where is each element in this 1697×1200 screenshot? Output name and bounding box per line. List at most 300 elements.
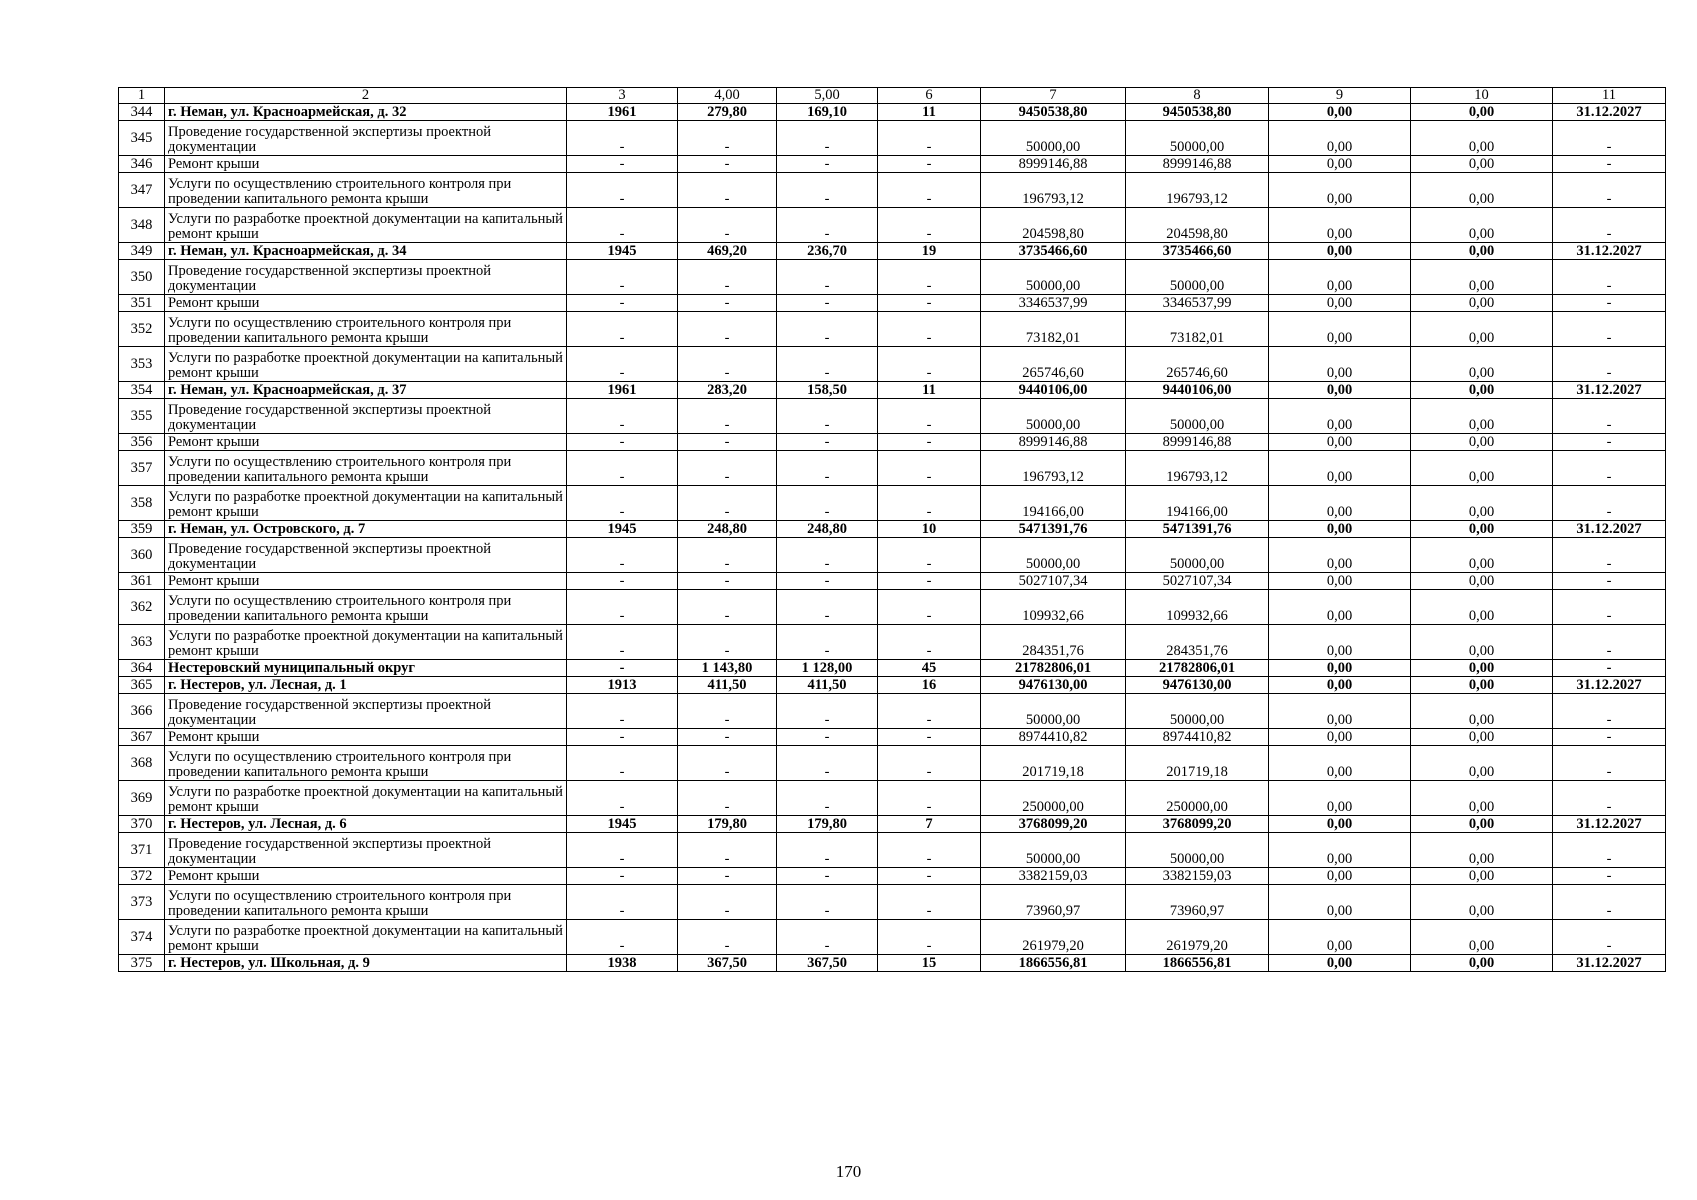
residents-cell: -	[878, 729, 981, 746]
area-living-cell: -	[777, 625, 878, 660]
cost-fund-cell: 50000,00	[1126, 399, 1269, 434]
cost-budget-cell: 0,00	[1269, 694, 1411, 729]
cost-owners-cell: 0,00	[1411, 451, 1553, 486]
cost-total-cell: 9450538,80	[981, 104, 1126, 121]
deadline-cell: -	[1553, 486, 1666, 521]
header-cell: 11	[1553, 88, 1666, 104]
cost-fund-cell: 5471391,76	[1126, 521, 1269, 538]
column-number-row	[119, 88, 1666, 104]
area-total-cell: -	[678, 746, 777, 781]
area-total-cell: 283,20	[678, 382, 777, 399]
area-living-cell: -	[777, 434, 878, 451]
table-row	[119, 243, 1666, 260]
cost-budget-cell: 0,00	[1269, 660, 1411, 677]
cost-total-cell: 3346537,99	[981, 295, 1126, 312]
cost-total-cell: 50000,00	[981, 694, 1126, 729]
area-total-cell: 179,80	[678, 816, 777, 833]
cost-fund-cell: 194166,00	[1126, 486, 1269, 521]
deadline-cell: -	[1553, 173, 1666, 208]
item-name-cell: Проведение государственной экспертизы проектной документации	[165, 121, 567, 156]
cost-fund-cell: 109932,66	[1126, 590, 1269, 625]
cost-fund-cell: 50000,00	[1126, 260, 1269, 295]
deadline-cell: -	[1553, 121, 1666, 156]
area-living-cell: -	[777, 573, 878, 590]
cost-budget-cell: 0,00	[1269, 729, 1411, 746]
cost-total-cell: 194166,00	[981, 486, 1126, 521]
row-number-cell: 365	[119, 677, 165, 694]
cost-owners-cell: 0,00	[1411, 816, 1553, 833]
residents-cell: -	[878, 347, 981, 382]
row-number-cell: 359	[119, 521, 165, 538]
area-total-cell: -	[678, 833, 777, 868]
cost-owners-cell: 0,00	[1411, 486, 1553, 521]
table-row	[119, 521, 1666, 538]
deadline-cell: -	[1553, 312, 1666, 347]
cost-fund-cell: 284351,76	[1126, 625, 1269, 660]
year-cell: -	[567, 295, 678, 312]
residents-cell: -	[878, 694, 981, 729]
area-total-cell: 469,20	[678, 243, 777, 260]
area-total-cell: -	[678, 590, 777, 625]
area-living-cell: -	[777, 312, 878, 347]
table-body	[119, 104, 1666, 972]
item-name-cell: Услуги по разработке проектной документации на капитальный ремонт крыши	[165, 625, 567, 660]
page-number: 170	[835, 1162, 862, 1181]
table-row	[119, 920, 1666, 955]
row-number-cell: 356	[119, 434, 165, 451]
item-name-cell: Услуги по осуществлению строительного контроля при проведении капитального ремонта крыши	[165, 746, 567, 781]
row-number-cell: 374	[119, 920, 165, 955]
cost-total-cell: 196793,12	[981, 451, 1126, 486]
table-row	[119, 590, 1666, 625]
deadline-cell: -	[1553, 660, 1666, 677]
year-cell: -	[567, 486, 678, 521]
area-total-cell: -	[678, 295, 777, 312]
cost-owners-cell: 0,00	[1411, 868, 1553, 885]
cost-budget-cell: 0,00	[1269, 434, 1411, 451]
table-row	[119, 208, 1666, 243]
cost-budget-cell: 0,00	[1269, 746, 1411, 781]
cost-total-cell: 261979,20	[981, 920, 1126, 955]
row-number-cell: 354	[119, 382, 165, 399]
residents-cell: -	[878, 833, 981, 868]
cost-total-cell: 196793,12	[981, 173, 1126, 208]
residents-cell: 45	[878, 660, 981, 677]
residents-cell: -	[878, 173, 981, 208]
row-number-cell: 358	[119, 486, 165, 521]
area-total-cell: 367,50	[678, 955, 777, 972]
table-row	[119, 434, 1666, 451]
cost-owners-cell: 0,00	[1411, 955, 1553, 972]
residents-cell: -	[878, 538, 981, 573]
deadline-cell: 31.12.2027	[1553, 677, 1666, 694]
area-total-cell: -	[678, 347, 777, 382]
cost-total-cell: 284351,76	[981, 625, 1126, 660]
item-name-cell: Услуги по осуществлению строительного контроля при проведении капитального ремонта крыши	[165, 590, 567, 625]
item-name-cell: Ремонт крыши	[165, 729, 567, 746]
cost-total-cell: 201719,18	[981, 746, 1126, 781]
cost-budget-cell: 0,00	[1269, 260, 1411, 295]
residents-cell: -	[878, 625, 981, 660]
cost-budget-cell: 0,00	[1269, 816, 1411, 833]
cost-budget-cell: 0,00	[1269, 173, 1411, 208]
year-cell: -	[567, 121, 678, 156]
cost-total-cell: 9440106,00	[981, 382, 1126, 399]
cost-total-cell: 8999146,88	[981, 156, 1126, 173]
area-living-cell: -	[777, 260, 878, 295]
area-total-cell: 279,80	[678, 104, 777, 121]
item-name-cell: г. Нестеров, ул. Школьная, д. 9	[165, 955, 567, 972]
document-sheet	[118, 87, 1665, 972]
table-row	[119, 816, 1666, 833]
table-row	[119, 625, 1666, 660]
cost-budget-cell: 0,00	[1269, 538, 1411, 573]
cost-budget-cell: 0,00	[1269, 590, 1411, 625]
row-number-cell: 349	[119, 243, 165, 260]
cost-fund-cell: 8999146,88	[1126, 434, 1269, 451]
residents-cell: -	[878, 434, 981, 451]
cost-fund-cell: 1866556,81	[1126, 955, 1269, 972]
cost-total-cell: 8999146,88	[981, 434, 1126, 451]
table-row	[119, 781, 1666, 816]
table-row	[119, 173, 1666, 208]
deadline-cell: 31.12.2027	[1553, 243, 1666, 260]
cost-owners-cell: 0,00	[1411, 625, 1553, 660]
area-living-cell: -	[777, 590, 878, 625]
row-number-cell: 373	[119, 885, 165, 920]
residents-cell: -	[878, 590, 981, 625]
year-cell: -	[567, 781, 678, 816]
item-name-cell: Услуги по осуществлению строительного контроля при проведении капитального ремонта крыши	[165, 173, 567, 208]
cost-fund-cell: 73960,97	[1126, 885, 1269, 920]
year-cell: 1938	[567, 955, 678, 972]
cost-budget-cell: 0,00	[1269, 104, 1411, 121]
deadline-cell: 31.12.2027	[1553, 382, 1666, 399]
table-row	[119, 451, 1666, 486]
item-name-cell: Нестеровский муниципальный округ	[165, 660, 567, 677]
area-living-cell: 236,70	[777, 243, 878, 260]
cost-fund-cell: 3768099,20	[1126, 816, 1269, 833]
area-total-cell: -	[678, 173, 777, 208]
cost-owners-cell: 0,00	[1411, 885, 1553, 920]
deadline-cell: -	[1553, 347, 1666, 382]
cost-budget-cell: 0,00	[1269, 781, 1411, 816]
cost-owners-cell: 0,00	[1411, 590, 1553, 625]
residents-cell: -	[878, 885, 981, 920]
row-number-cell: 346	[119, 156, 165, 173]
deadline-cell: -	[1553, 920, 1666, 955]
cost-total-cell: 8974410,82	[981, 729, 1126, 746]
cost-total-cell: 73182,01	[981, 312, 1126, 347]
item-name-cell: Услуги по осуществлению строительного контроля при проведении капитального ремонта крыши	[165, 451, 567, 486]
residents-cell: -	[878, 260, 981, 295]
cost-owners-cell: 0,00	[1411, 208, 1553, 243]
area-living-cell: -	[777, 399, 878, 434]
cost-budget-cell: 0,00	[1269, 243, 1411, 260]
deadline-cell: -	[1553, 538, 1666, 573]
header-cell: 3	[567, 88, 678, 104]
area-living-cell: -	[777, 208, 878, 243]
table-row	[119, 104, 1666, 121]
cost-budget-cell: 0,00	[1269, 486, 1411, 521]
area-total-cell: -	[678, 729, 777, 746]
area-living-cell: -	[777, 121, 878, 156]
cost-total-cell: 3382159,03	[981, 868, 1126, 885]
year-cell: -	[567, 694, 678, 729]
header-cell: 4,00	[678, 88, 777, 104]
item-name-cell: Услуги по разработке проектной документации на капитальный ремонт крыши	[165, 347, 567, 382]
cost-total-cell: 1866556,81	[981, 955, 1126, 972]
area-total-cell: -	[678, 694, 777, 729]
area-total-cell: -	[678, 312, 777, 347]
area-living-cell: -	[777, 486, 878, 521]
cost-fund-cell: 9476130,00	[1126, 677, 1269, 694]
table-row	[119, 295, 1666, 312]
item-name-cell: Услуги по осуществлению строительного контроля при проведении капитального ремонта крыши	[165, 885, 567, 920]
area-living-cell: 248,80	[777, 521, 878, 538]
residents-cell: -	[878, 746, 981, 781]
area-living-cell: -	[777, 868, 878, 885]
item-name-cell: г. Нестеров, ул. Лесная, д. 6	[165, 816, 567, 833]
area-living-cell: 169,10	[777, 104, 878, 121]
table-row	[119, 694, 1666, 729]
item-name-cell: Услуги по разработке проектной документации на капитальный ремонт крыши	[165, 208, 567, 243]
year-cell: -	[567, 868, 678, 885]
item-name-cell: Проведение государственной экспертизы проектной документации	[165, 538, 567, 573]
area-living-cell: 158,50	[777, 382, 878, 399]
year-cell: -	[567, 173, 678, 208]
year-cell: -	[567, 660, 678, 677]
cost-total-cell: 5471391,76	[981, 521, 1126, 538]
year-cell: -	[567, 590, 678, 625]
year-cell: 1913	[567, 677, 678, 694]
area-total-cell: -	[678, 260, 777, 295]
area-living-cell: 367,50	[777, 955, 878, 972]
row-number-cell: 361	[119, 573, 165, 590]
row-number-cell: 348	[119, 208, 165, 243]
row-number-cell: 351	[119, 295, 165, 312]
area-total-cell: -	[678, 451, 777, 486]
header-cell: 5,00	[777, 88, 878, 104]
repair-program-table	[118, 87, 1666, 972]
year-cell: -	[567, 208, 678, 243]
header-cell: 2	[165, 88, 567, 104]
residents-cell: -	[878, 156, 981, 173]
cost-total-cell: 3768099,20	[981, 816, 1126, 833]
row-number-cell: 364	[119, 660, 165, 677]
area-living-cell: -	[777, 451, 878, 486]
table-row	[119, 885, 1666, 920]
area-living-cell: -	[777, 156, 878, 173]
cost-budget-cell: 0,00	[1269, 121, 1411, 156]
area-total-cell: -	[678, 868, 777, 885]
residents-cell: 16	[878, 677, 981, 694]
area-total-cell: -	[678, 486, 777, 521]
item-name-cell: Проведение государственной экспертизы проектной документации	[165, 260, 567, 295]
row-number-cell: 362	[119, 590, 165, 625]
deadline-cell: 31.12.2027	[1553, 104, 1666, 121]
deadline-cell: -	[1553, 573, 1666, 590]
table-row	[119, 121, 1666, 156]
row-number-cell: 344	[119, 104, 165, 121]
area-total-cell: 248,80	[678, 521, 777, 538]
item-name-cell: Ремонт крыши	[165, 868, 567, 885]
deadline-cell: -	[1553, 295, 1666, 312]
cost-total-cell: 265746,60	[981, 347, 1126, 382]
area-living-cell: -	[777, 729, 878, 746]
row-number-cell: 371	[119, 833, 165, 868]
item-name-cell: Ремонт крыши	[165, 573, 567, 590]
deadline-cell: -	[1553, 451, 1666, 486]
deadline-cell: -	[1553, 781, 1666, 816]
item-name-cell: г. Неман, ул. Красноармейская, д. 37	[165, 382, 567, 399]
cost-budget-cell: 0,00	[1269, 295, 1411, 312]
cost-owners-cell: 0,00	[1411, 694, 1553, 729]
area-total-cell: -	[678, 920, 777, 955]
deadline-cell: 31.12.2027	[1553, 955, 1666, 972]
cost-owners-cell: 0,00	[1411, 538, 1553, 573]
residents-cell: -	[878, 208, 981, 243]
deadline-cell: -	[1553, 156, 1666, 173]
table-row	[119, 955, 1666, 972]
residents-cell: -	[878, 312, 981, 347]
year-cell: -	[567, 156, 678, 173]
cost-total-cell: 50000,00	[981, 399, 1126, 434]
cost-fund-cell: 50000,00	[1126, 121, 1269, 156]
cost-budget-cell: 0,00	[1269, 399, 1411, 434]
area-living-cell: -	[777, 781, 878, 816]
deadline-cell: -	[1553, 208, 1666, 243]
year-cell: 1945	[567, 816, 678, 833]
cost-budget-cell: 0,00	[1269, 573, 1411, 590]
cost-budget-cell: 0,00	[1269, 868, 1411, 885]
year-cell: -	[567, 347, 678, 382]
year-cell: 1961	[567, 382, 678, 399]
header-cell: 1	[119, 88, 165, 104]
residents-cell: -	[878, 295, 981, 312]
cost-fund-cell: 3346537,99	[1126, 295, 1269, 312]
row-number-cell: 367	[119, 729, 165, 746]
residents-cell: -	[878, 868, 981, 885]
item-name-cell: Услуги по разработке проектной документации на капитальный ремонт крыши	[165, 486, 567, 521]
cost-fund-cell: 9440106,00	[1126, 382, 1269, 399]
item-name-cell: г. Нестеров, ул. Лесная, д. 1	[165, 677, 567, 694]
deadline-cell: -	[1553, 868, 1666, 885]
deadline-cell: -	[1553, 260, 1666, 295]
cost-total-cell: 21782806,01	[981, 660, 1126, 677]
residents-cell: 19	[878, 243, 981, 260]
cost-fund-cell: 73182,01	[1126, 312, 1269, 347]
cost-budget-cell: 0,00	[1269, 521, 1411, 538]
row-number-cell: 357	[119, 451, 165, 486]
residents-cell: -	[878, 121, 981, 156]
area-living-cell: -	[777, 295, 878, 312]
table-row	[119, 868, 1666, 885]
cost-budget-cell: 0,00	[1269, 677, 1411, 694]
cost-owners-cell: 0,00	[1411, 677, 1553, 694]
row-number-cell: 360	[119, 538, 165, 573]
year-cell: -	[567, 399, 678, 434]
area-total-cell: -	[678, 781, 777, 816]
row-number-cell: 363	[119, 625, 165, 660]
cost-owners-cell: 0,00	[1411, 173, 1553, 208]
deadline-cell: -	[1553, 833, 1666, 868]
row-number-cell: 370	[119, 816, 165, 833]
table-row	[119, 347, 1666, 382]
cost-owners-cell: 0,00	[1411, 312, 1553, 347]
cost-budget-cell: 0,00	[1269, 347, 1411, 382]
deadline-cell: -	[1553, 590, 1666, 625]
cost-fund-cell: 50000,00	[1126, 694, 1269, 729]
row-number-cell: 352	[119, 312, 165, 347]
cost-budget-cell: 0,00	[1269, 208, 1411, 243]
table-row	[119, 486, 1666, 521]
row-number-cell: 355	[119, 399, 165, 434]
cost-budget-cell: 0,00	[1269, 885, 1411, 920]
year-cell: -	[567, 885, 678, 920]
year-cell: 1945	[567, 243, 678, 260]
area-total-cell: -	[678, 573, 777, 590]
cost-fund-cell: 250000,00	[1126, 781, 1269, 816]
area-total-cell: -	[678, 156, 777, 173]
year-cell: 1961	[567, 104, 678, 121]
row-number-cell: 366	[119, 694, 165, 729]
residents-cell: -	[878, 920, 981, 955]
residents-cell: 15	[878, 955, 981, 972]
cost-total-cell: 50000,00	[981, 121, 1126, 156]
cost-total-cell: 204598,80	[981, 208, 1126, 243]
year-cell: -	[567, 833, 678, 868]
deadline-cell: -	[1553, 729, 1666, 746]
area-living-cell: -	[777, 694, 878, 729]
table-row	[119, 833, 1666, 868]
item-name-cell: Проведение государственной экспертизы проектной документации	[165, 694, 567, 729]
cost-fund-cell: 201719,18	[1126, 746, 1269, 781]
residents-cell: 11	[878, 382, 981, 399]
cost-budget-cell: 0,00	[1269, 451, 1411, 486]
cost-owners-cell: 0,00	[1411, 121, 1553, 156]
cost-fund-cell: 265746,60	[1126, 347, 1269, 382]
area-living-cell: -	[777, 833, 878, 868]
row-number-cell: 345	[119, 121, 165, 156]
residents-cell: 7	[878, 816, 981, 833]
deadline-cell: -	[1553, 746, 1666, 781]
area-living-cell: -	[777, 746, 878, 781]
table-row	[119, 382, 1666, 399]
cost-total-cell: 5027107,34	[981, 573, 1126, 590]
area-total-cell: -	[678, 538, 777, 573]
deadline-cell: -	[1553, 694, 1666, 729]
header-cell: 7	[981, 88, 1126, 104]
row-number-cell: 350	[119, 260, 165, 295]
area-living-cell: -	[777, 347, 878, 382]
cost-owners-cell: 0,00	[1411, 399, 1553, 434]
cost-budget-cell: 0,00	[1269, 382, 1411, 399]
cost-budget-cell: 0,00	[1269, 833, 1411, 868]
item-name-cell: Услуги по разработке проектной документации на капитальный ремонт крыши	[165, 920, 567, 955]
cost-owners-cell: 0,00	[1411, 295, 1553, 312]
cost-owners-cell: 0,00	[1411, 833, 1553, 868]
cost-fund-cell: 204598,80	[1126, 208, 1269, 243]
residents-cell: -	[878, 573, 981, 590]
cost-fund-cell: 8999146,88	[1126, 156, 1269, 173]
cost-owners-cell: 0,00	[1411, 434, 1553, 451]
item-name-cell: г. Неман, ул. Красноармейская, д. 32	[165, 104, 567, 121]
year-cell: -	[567, 746, 678, 781]
cost-fund-cell: 196793,12	[1126, 173, 1269, 208]
cost-owners-cell: 0,00	[1411, 573, 1553, 590]
cost-fund-cell: 9450538,80	[1126, 104, 1269, 121]
